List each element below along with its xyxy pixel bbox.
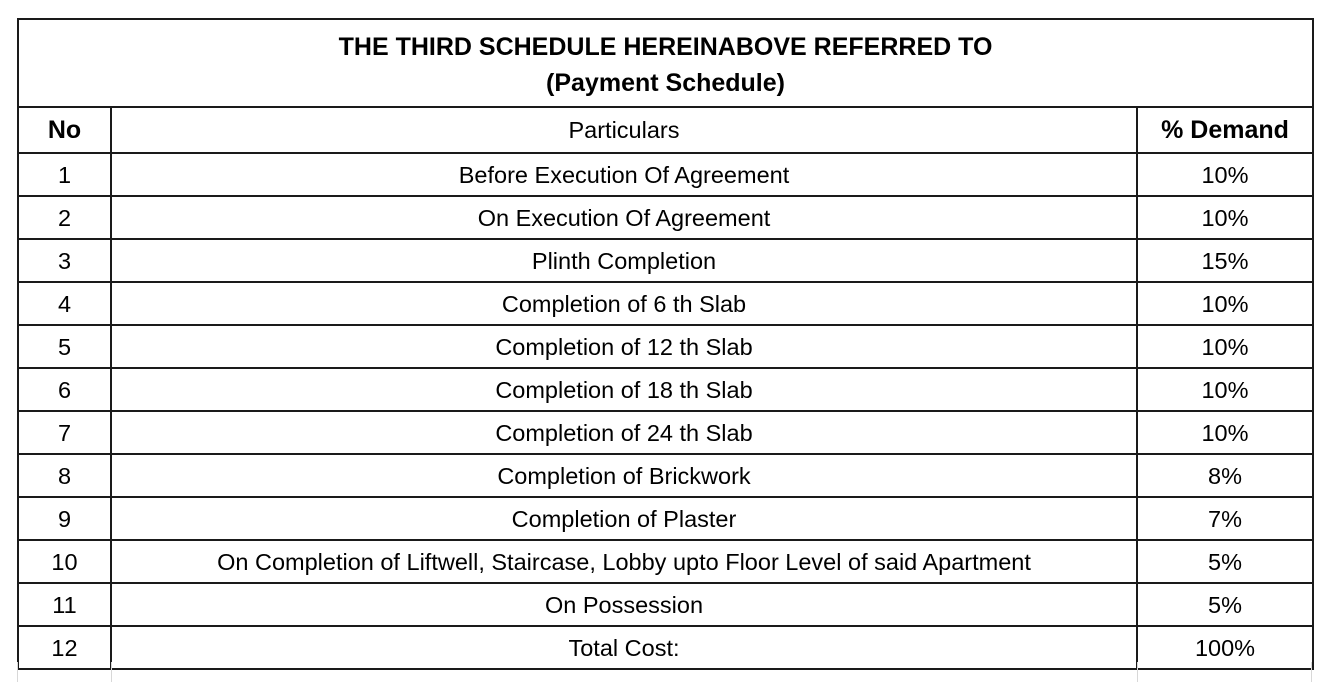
schedule-title bbox=[18, 19, 1313, 107]
cell-demand: 10% bbox=[1137, 368, 1313, 411]
cell-demand: 7% bbox=[1137, 497, 1313, 540]
schedule-title-line1: THE THIRD SCHEDULE HEREINABOVE REFERRED TO bbox=[338, 33, 993, 61]
schedule-title-line2: (Payment Schedule) bbox=[546, 69, 785, 97]
cell-no: 12 bbox=[18, 626, 111, 669]
table-row bbox=[18, 411, 1313, 454]
payment-schedule-sheet bbox=[17, 18, 1313, 670]
cell-no: 10 bbox=[18, 540, 111, 583]
cell-demand: 5% bbox=[1137, 540, 1313, 583]
cell-particulars: Completion of 24 th Slab bbox=[111, 411, 1137, 454]
cell-no: 2 bbox=[18, 196, 111, 239]
grid-divider bbox=[1137, 662, 1138, 682]
cell-demand: 15% bbox=[1137, 239, 1313, 282]
cell-demand: 10% bbox=[1137, 282, 1313, 325]
grid-divider bbox=[111, 662, 112, 682]
cell-demand: 10% bbox=[1137, 153, 1313, 196]
cell-no: 7 bbox=[18, 411, 111, 454]
cell-no: 4 bbox=[18, 282, 111, 325]
table-row bbox=[18, 540, 1313, 583]
cell-no: 11 bbox=[18, 583, 111, 626]
cell-demand: 10% bbox=[1137, 196, 1313, 239]
cell-particulars: Completion of 18 th Slab bbox=[111, 368, 1137, 411]
cell-particulars: On Completion of Liftwell, Staircase, Lobby upto Floor Level of said Apartment bbox=[111, 540, 1137, 583]
table-row bbox=[18, 583, 1313, 626]
cell-no: 6 bbox=[18, 368, 111, 411]
cell-no: 1 bbox=[18, 153, 111, 196]
cell-no: 3 bbox=[18, 239, 111, 282]
cell-demand: 5% bbox=[1137, 583, 1313, 626]
cell-demand: 100% bbox=[1137, 626, 1313, 669]
cell-particulars: Completion of 12 th Slab bbox=[111, 325, 1137, 368]
table-row bbox=[18, 196, 1313, 239]
table-row bbox=[18, 239, 1313, 282]
cell-particulars: Before Execution Of Agreement bbox=[111, 153, 1137, 196]
table-row bbox=[18, 282, 1313, 325]
cell-particulars: On Possession bbox=[111, 583, 1137, 626]
table-row bbox=[18, 497, 1313, 540]
cell-demand: 10% bbox=[1137, 411, 1313, 454]
table-row bbox=[18, 153, 1313, 196]
cell-no: 8 bbox=[18, 454, 111, 497]
cell-particulars: Completion of Brickwork bbox=[111, 454, 1137, 497]
cell-particulars: Total Cost: bbox=[111, 626, 1137, 669]
cell-demand: 10% bbox=[1137, 325, 1313, 368]
column-header-demand: % Demand bbox=[1137, 107, 1313, 153]
table-row bbox=[18, 454, 1313, 497]
cell-particulars: Completion of Plaster bbox=[111, 497, 1137, 540]
title-row bbox=[18, 19, 1313, 107]
cell-particulars: Plinth Completion bbox=[111, 239, 1137, 282]
payment-schedule-table bbox=[17, 18, 1314, 670]
cell-particulars: On Execution Of Agreement bbox=[111, 196, 1137, 239]
column-header-particulars: Particulars bbox=[111, 107, 1137, 153]
table-row bbox=[18, 368, 1313, 411]
next-empty-row bbox=[17, 662, 1312, 682]
header-row bbox=[18, 107, 1313, 153]
cell-demand: 8% bbox=[1137, 454, 1313, 497]
cell-particulars: Completion of 6 th Slab bbox=[111, 282, 1137, 325]
cell-no: 9 bbox=[18, 497, 111, 540]
cell-no: 5 bbox=[18, 325, 111, 368]
table-row bbox=[18, 325, 1313, 368]
column-header-no: No bbox=[18, 107, 111, 153]
schedule-body bbox=[18, 153, 1313, 669]
